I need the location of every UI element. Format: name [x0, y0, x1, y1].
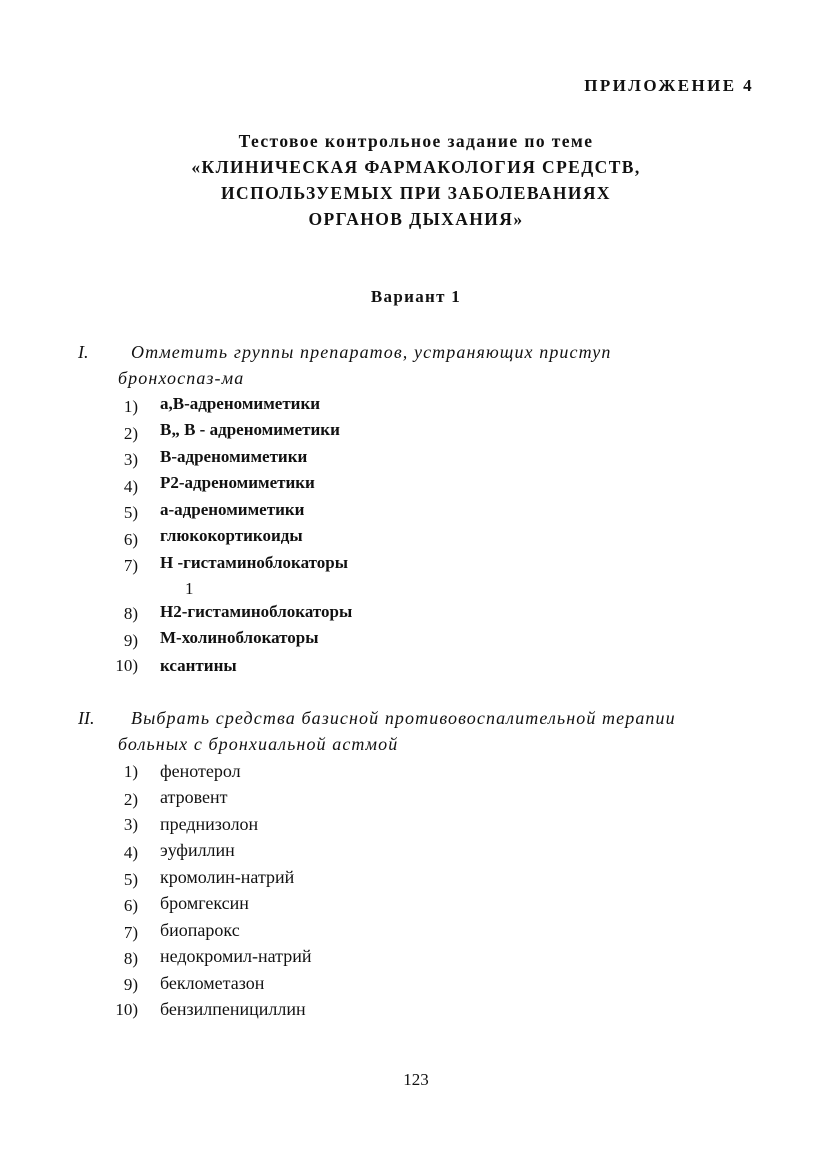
- answer-option: а,В-адреномиметики: [160, 394, 321, 413]
- answer-number: 2): [123, 424, 138, 443]
- question-1-text-line-2: бронхоспаз-ма: [118, 368, 245, 388]
- appendix-label: ПРИЛОЖЕНИЕ 4: [584, 76, 754, 95]
- answer-number: 1): [123, 762, 138, 781]
- answer-number: 3): [123, 450, 138, 469]
- question-1-text-line-1: Отметить группы препаратов, устраняющих приступ: [131, 342, 612, 362]
- answer-number: 7): [123, 556, 138, 575]
- answer-number: 4): [123, 843, 138, 862]
- answer-option: атровент: [160, 787, 228, 807]
- answer-option: бромгексин: [160, 893, 249, 913]
- answer-option: бензилпенициллин: [160, 999, 306, 1019]
- question-2-number: II.: [78, 708, 95, 728]
- answer-number: 9): [123, 975, 138, 994]
- answer-number: 6): [123, 530, 138, 549]
- answer-option: Н -гистаминоблокаторы: [160, 553, 348, 572]
- answer-number: 6): [123, 896, 138, 915]
- question-2-text-line-2: больных с бронхиальной астмой: [118, 734, 399, 754]
- answer-number: 8): [123, 949, 138, 968]
- title-line-2: «КЛИНИЧЕСКАЯ ФАРМАКОЛОГИЯ СРЕДСТВ,: [191, 157, 641, 177]
- answer-option: преднизолон: [160, 814, 259, 834]
- answer-option: фенотерол: [160, 761, 241, 781]
- answer-option: недокромил-натрий: [160, 946, 312, 966]
- page-number: 123: [403, 1070, 429, 1089]
- question-1-number: I.: [78, 342, 89, 362]
- answer-number: 10): [115, 1000, 138, 1019]
- answer-option: М-холиноблокаторы: [160, 628, 319, 647]
- answer-number: 10): [115, 656, 138, 675]
- variant-heading: Вариант 1: [370, 287, 462, 306]
- answer-option: а-адреномиметики: [160, 500, 305, 519]
- answer-option: беклометазон: [160, 973, 265, 993]
- answer-number: 4): [123, 477, 138, 496]
- title-line-3: ИСПОЛЬЗУЕМЫХ ПРИ ЗАБОЛЕВАНИЯХ: [221, 183, 611, 203]
- question-2-text-line-1: Выбрать средства базисной противовоспалительной терапии: [131, 708, 676, 728]
- title-line-1: Тестовое контрольное задание по теме: [238, 131, 594, 151]
- answer-option: биопарокс: [160, 920, 240, 940]
- answer-option: В„ В - адреномиметики: [160, 420, 340, 439]
- answer-number: 9): [123, 631, 138, 650]
- answer-option: кромолин-натрий: [160, 867, 295, 887]
- answer-number: 5): [123, 870, 138, 889]
- answer-option: эуфиллин: [160, 840, 235, 860]
- answer-option: глюкокортикоиды: [160, 526, 303, 545]
- answer-option: ксантины: [160, 656, 237, 675]
- answer-subscript: 1: [185, 579, 194, 598]
- answer-number: 8): [123, 604, 138, 623]
- answer-number: 5): [123, 503, 138, 522]
- answer-number: 3): [123, 815, 138, 834]
- answer-option: Н2-гистаминоблокаторы: [160, 602, 353, 621]
- answer-number: 1): [123, 397, 138, 416]
- answer-number: 7): [123, 923, 138, 942]
- answer-option: В-адреномиметики: [160, 447, 308, 466]
- title-line-4: ОРГАНОВ ДЫХАНИЯ»: [308, 209, 524, 229]
- answer-option: Р2-адреномиметики: [160, 473, 315, 492]
- answer-number: 2): [123, 790, 138, 809]
